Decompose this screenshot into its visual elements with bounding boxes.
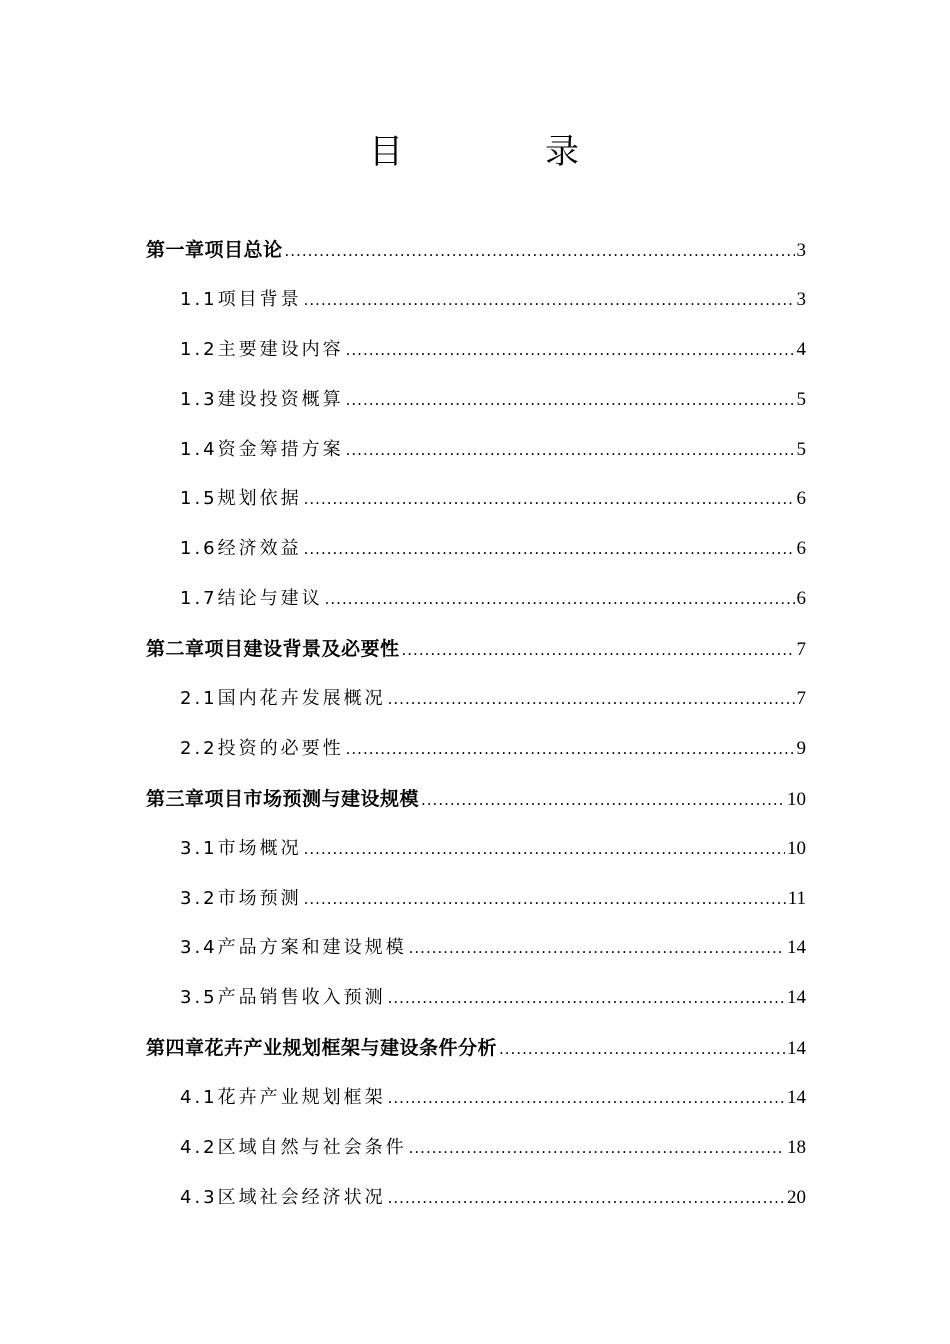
toc-page-number: 4 — [796, 338, 806, 360]
toc-entry-label: 2.1国内花卉发展概况 — [180, 688, 386, 710]
toc-entry-label: 第二章项目建设背景及必要性 — [146, 638, 400, 661]
toc-section-entry[interactable] — [146, 681, 806, 731]
toc-entry-label: 1.7结论与建议 — [180, 588, 323, 610]
toc-section-entry[interactable] — [146, 581, 806, 631]
dot-leader — [388, 681, 795, 717]
dot-leader — [325, 581, 795, 617]
dot-leader — [409, 1130, 785, 1166]
toc-page-number: 20 — [787, 1186, 806, 1208]
toc-entry-label: 4.2区域自然与社会条件 — [180, 1137, 407, 1159]
dot-leader — [346, 382, 795, 418]
toc-section-entry[interactable] — [146, 332, 806, 382]
toc-page-number: 18 — [787, 1137, 806, 1159]
toc-entry-label: 第三章项目市场预测与建设规模 — [146, 787, 420, 810]
toc-section-entry[interactable] — [146, 481, 806, 531]
table-of-contents — [146, 232, 806, 1230]
toc-section-entry[interactable] — [146, 1080, 806, 1130]
toc-page-number: 14 — [787, 1038, 806, 1060]
dot-leader — [388, 980, 785, 1016]
toc-chapter-entry[interactable] — [146, 781, 806, 831]
toc-page-number: 6 — [796, 588, 806, 610]
toc-page-number: 10 — [787, 788, 806, 810]
toc-section-entry[interactable] — [146, 531, 806, 581]
toc-page-number: 5 — [796, 438, 806, 460]
toc-page-number: 11 — [787, 887, 806, 909]
toc-entry-label: 3.4产品方案和建设规模 — [180, 937, 407, 959]
toc-page-number: 14 — [787, 987, 806, 1009]
dot-leader — [402, 632, 795, 668]
toc-entry-label: 1.6经济效益 — [180, 538, 302, 560]
toc-entry-label: 1.1项目背景 — [180, 288, 302, 310]
toc-title — [0, 128, 950, 176]
dot-leader — [346, 432, 795, 468]
toc-page-number: 14 — [787, 937, 806, 959]
toc-entry-label: 第一章项目总论 — [146, 239, 283, 261]
toc-entry-label: 1.4资金筹措方案 — [180, 438, 344, 460]
toc-section-entry[interactable] — [146, 282, 806, 332]
dot-leader — [285, 233, 795, 269]
toc-entry-label: 3.5产品销售收入预测 — [180, 987, 386, 1009]
toc-entry-label: 4.3区域社会经济状况 — [180, 1186, 386, 1208]
toc-section-entry[interactable] — [146, 980, 806, 1030]
dot-leader — [388, 1080, 785, 1116]
toc-title-char-1: 目 — [369, 132, 405, 172]
toc-entry-label: 1.5规划依据 — [180, 488, 302, 510]
dot-leader — [499, 1031, 785, 1067]
toc-section-entry[interactable] — [146, 731, 806, 781]
dot-leader — [409, 930, 785, 966]
toc-page-number: 3 — [796, 288, 806, 310]
toc-chapter-entry[interactable] — [146, 1030, 806, 1080]
toc-page-number: 6 — [796, 538, 806, 560]
toc-chapter-entry[interactable] — [146, 232, 806, 282]
toc-section-entry[interactable] — [146, 930, 806, 980]
dot-leader — [388, 1180, 785, 1216]
toc-page-number: 7 — [796, 688, 806, 710]
toc-entry-label: 3.1市场概况 — [180, 837, 302, 859]
dot-leader — [304, 481, 795, 517]
toc-section-entry[interactable] — [146, 881, 806, 931]
toc-entry-label: 1.3建设投资概算 — [180, 388, 344, 410]
dot-leader — [346, 332, 795, 368]
dot-leader — [304, 282, 795, 318]
dot-leader — [421, 782, 785, 818]
dot-leader — [304, 881, 786, 917]
dot-leader — [304, 831, 785, 867]
toc-entry-label: 3.2市场预测 — [180, 887, 302, 909]
toc-section-entry[interactable] — [146, 831, 806, 881]
toc-page-number: 10 — [787, 837, 806, 859]
dot-leader — [304, 531, 795, 567]
toc-entry-label: 第四章花卉产业规划框架与建设条件分析 — [146, 1037, 498, 1060]
toc-page-number: 9 — [796, 737, 806, 759]
toc-entry-label: 4.1花卉产业规划框架 — [180, 1087, 386, 1109]
toc-chapter-entry[interactable] — [146, 631, 806, 681]
toc-entry-label: 2.2投资的必要性 — [180, 737, 344, 759]
toc-page-number: 7 — [796, 639, 806, 661]
toc-section-entry[interactable] — [146, 1180, 806, 1230]
toc-page-number: 14 — [787, 1087, 806, 1109]
toc-title-char-2: 录 — [545, 132, 581, 172]
toc-page-number: 5 — [796, 388, 806, 410]
toc-section-entry[interactable] — [146, 1130, 806, 1180]
dot-leader — [346, 731, 795, 767]
toc-entry-label: 1.2主要建设内容 — [180, 338, 344, 360]
toc-page-number: 6 — [796, 488, 806, 510]
toc-page-number: 3 — [796, 240, 806, 261]
toc-section-entry[interactable] — [146, 382, 806, 432]
toc-section-entry[interactable] — [146, 432, 806, 482]
